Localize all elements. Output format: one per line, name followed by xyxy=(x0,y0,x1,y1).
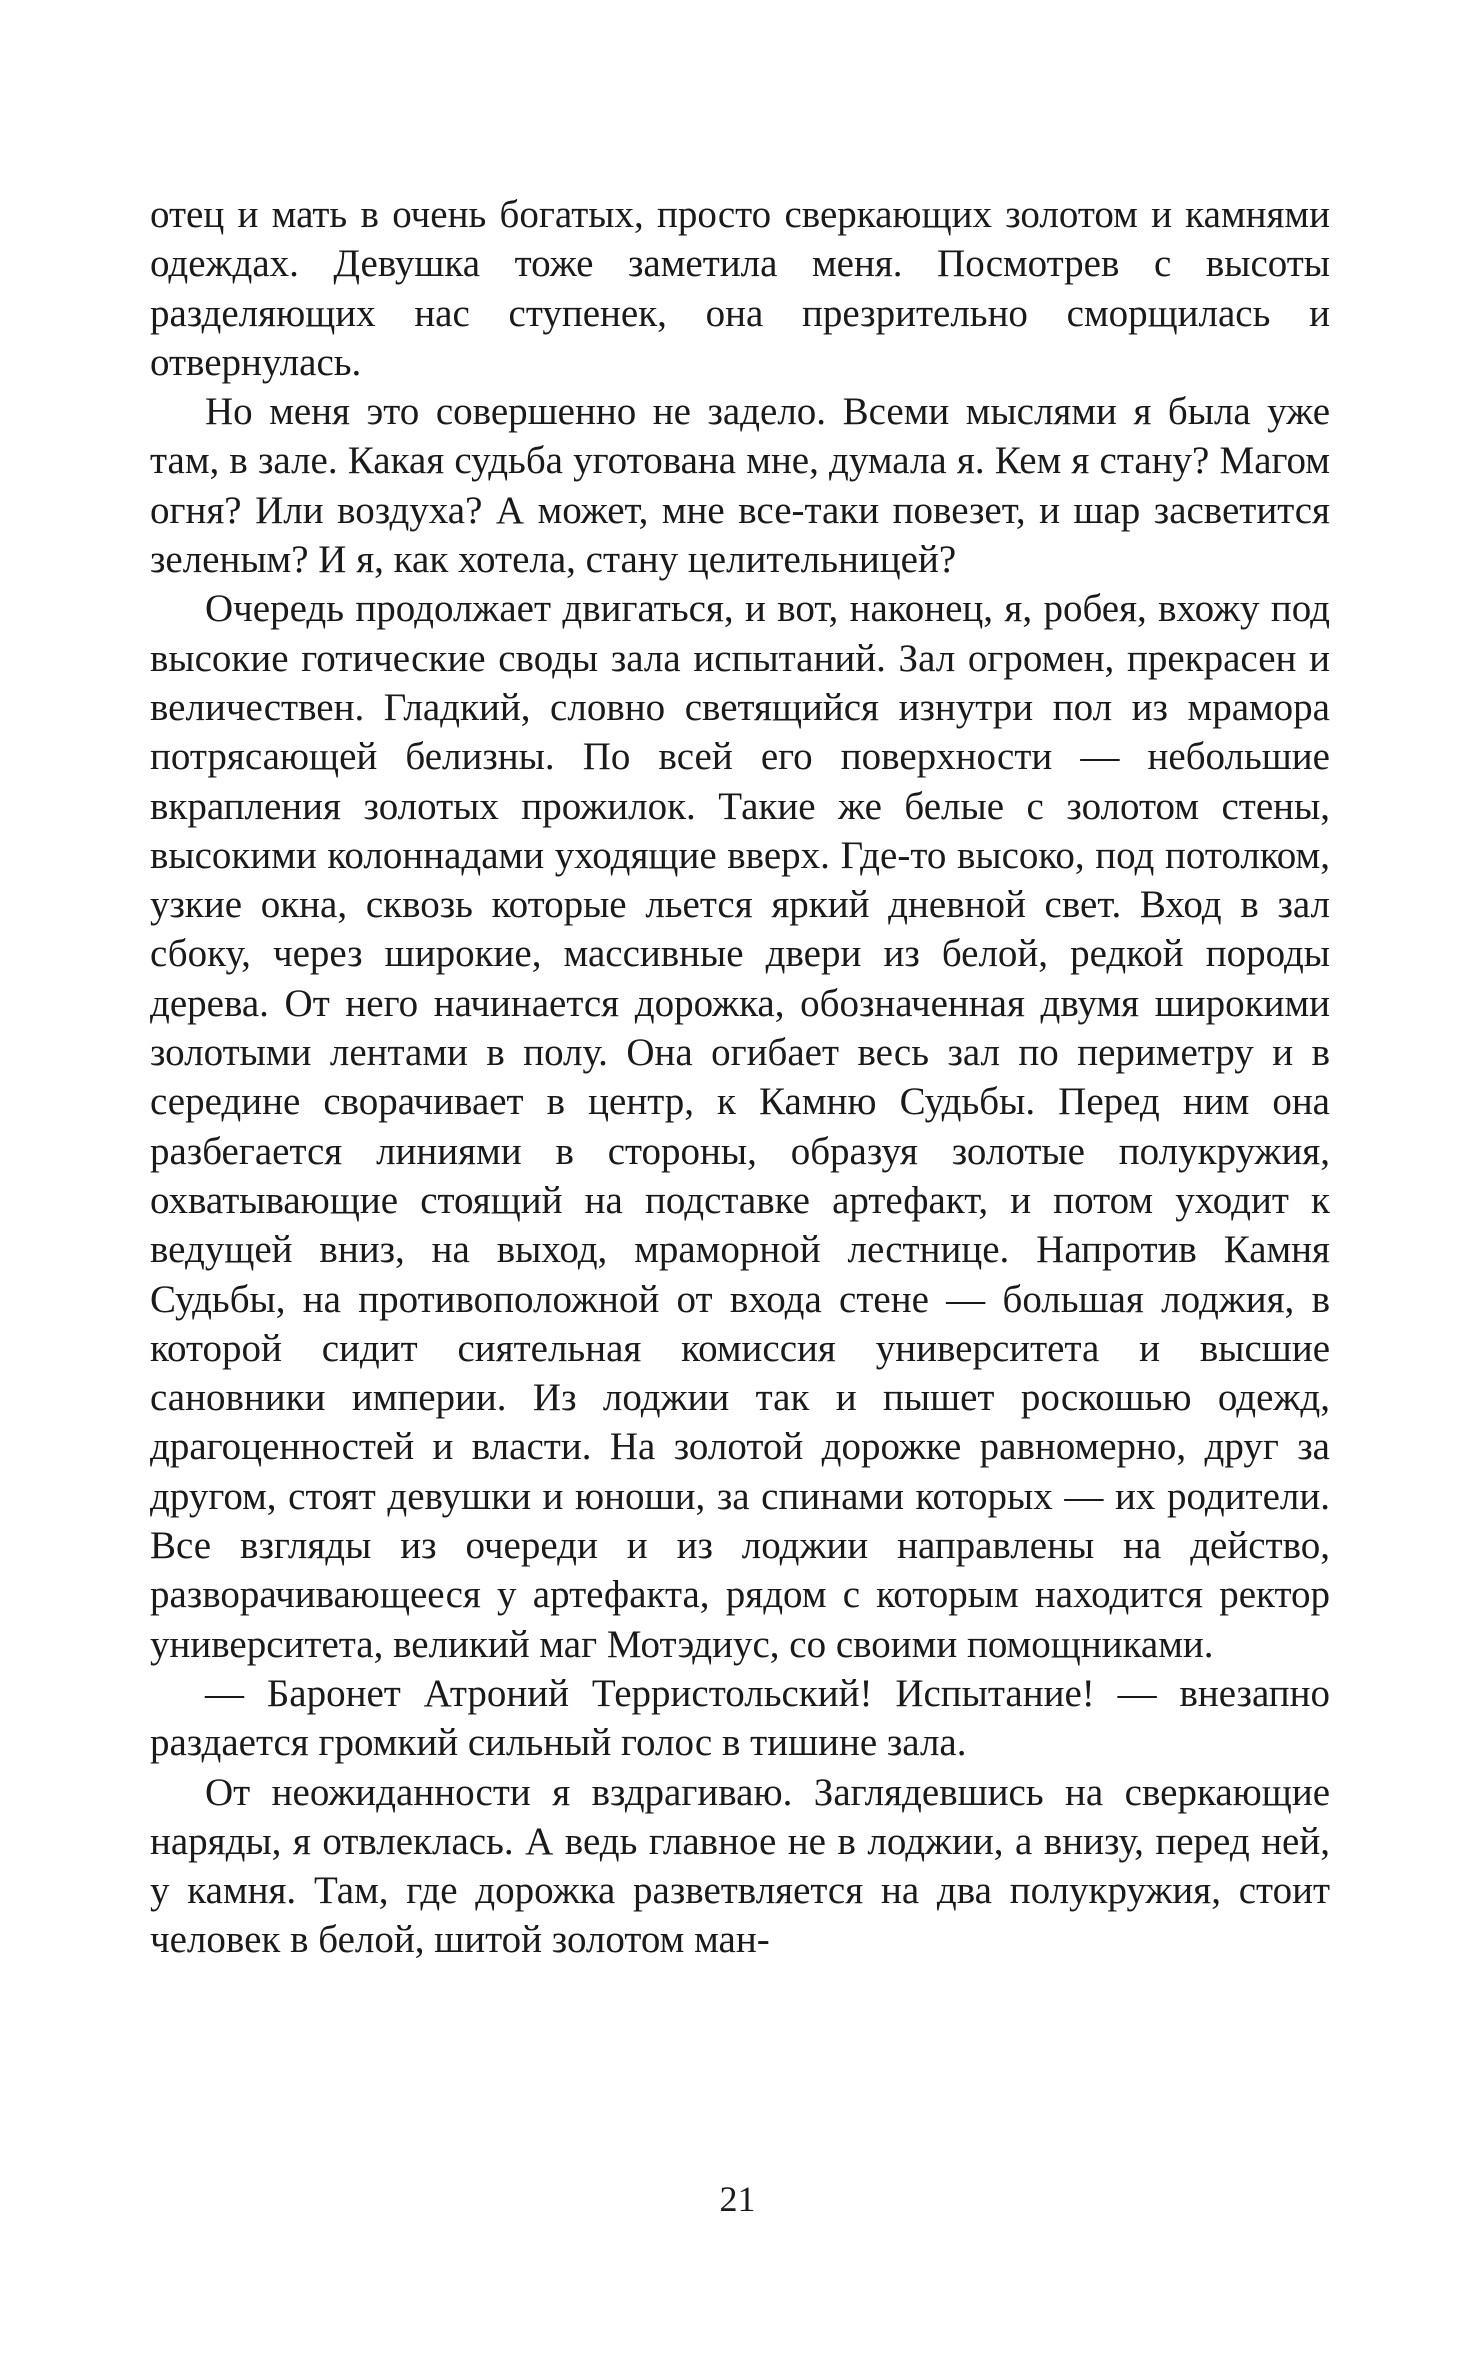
paragraph-3: Очередь продолжает двигаться, и вот, наконец, я, робея, вхожу под высокие готические своды зала испытаний. Зал огромен, прекрасен и величествен. Гладкий, словно светящийся изнутри пол из мрамора потрясающей белизны. По всей его поверхности — небольшие вкрапления золотых прожилок. Такие же белые с золотом стены, высокими колоннадами уходящие вверх. Где-то высоко, под потолком, узкие окна, сквозь которые льется яркий дневной свет. Вход в зал сбоку, через широкие, массивные двери из белой, редкой породы дерева. От него начинается дорожка, обозначенная двумя широкими золотыми лентами в полу. Она огибает весь зал по периметру и в середине сворачивает в центр, к Камню Судьбы. Перед ним она разбегается линиями в стороны, образуя золотые полукружия, охватывающие стоящий на подставке артефакт, и потом уходит к ведущей вниз, на выход, мраморной лестнице. Напротив Камня Судьбы, на противоположной от входа стене — большая лоджия, в которой сидит сиятельная комиссия университета и высшие сановники империи. Из лоджии так и пышет роскошью одежд, драгоценностей и власти. На золотой дорожке равномерно, друг за другом, стоят девушки и юноши, за спинами которых — их родители. Все взгляды из очереди и из лоджии направлены на действо, разворачивающееся у артефакта, рядом с которым находится ректор университета, великий маг Мотэдиус, со своими помощниками. xyxy=(150,587,1330,1666)
paragraph-5: От неожиданности я вздрагиваю. Заглядевшись на сверкающие наряды, я отвлеклась. А ведь главное не в лоджии, а внизу, перед ней, у камня. Там, где дорожка разветвляется на два полукружия, стоит человек в белой, шитой золотом ман- xyxy=(150,1770,1330,1962)
page-body xyxy=(150,190,1330,1965)
paragraph-2: Но меня это совершенно не задело. Всеми мыслями я была уже там, в зале. Какая судьба уготована мне, думала я. Кем я стану? Магом огня? Или воздуха? А может, мне все-таки повезет, и шар засветится зеленым? И я, как хотела, стану целительницей? xyxy=(150,390,1330,582)
paragraph-4: — Баронет Атроний Терристольский! Испытание! — внезапно раздается громкий сильный голос в тишине зала. xyxy=(150,1671,1330,1765)
page-number: 21 xyxy=(719,2179,756,2219)
paragraph-1: отец и мать в очень богатых, просто сверкающих золотом и камнями одеждах. Девушка тоже заметила меня. Посмотрев с высоты разделяющих нас ступенек, она презрительно сморщилась и отвернулась. xyxy=(150,193,1330,384)
